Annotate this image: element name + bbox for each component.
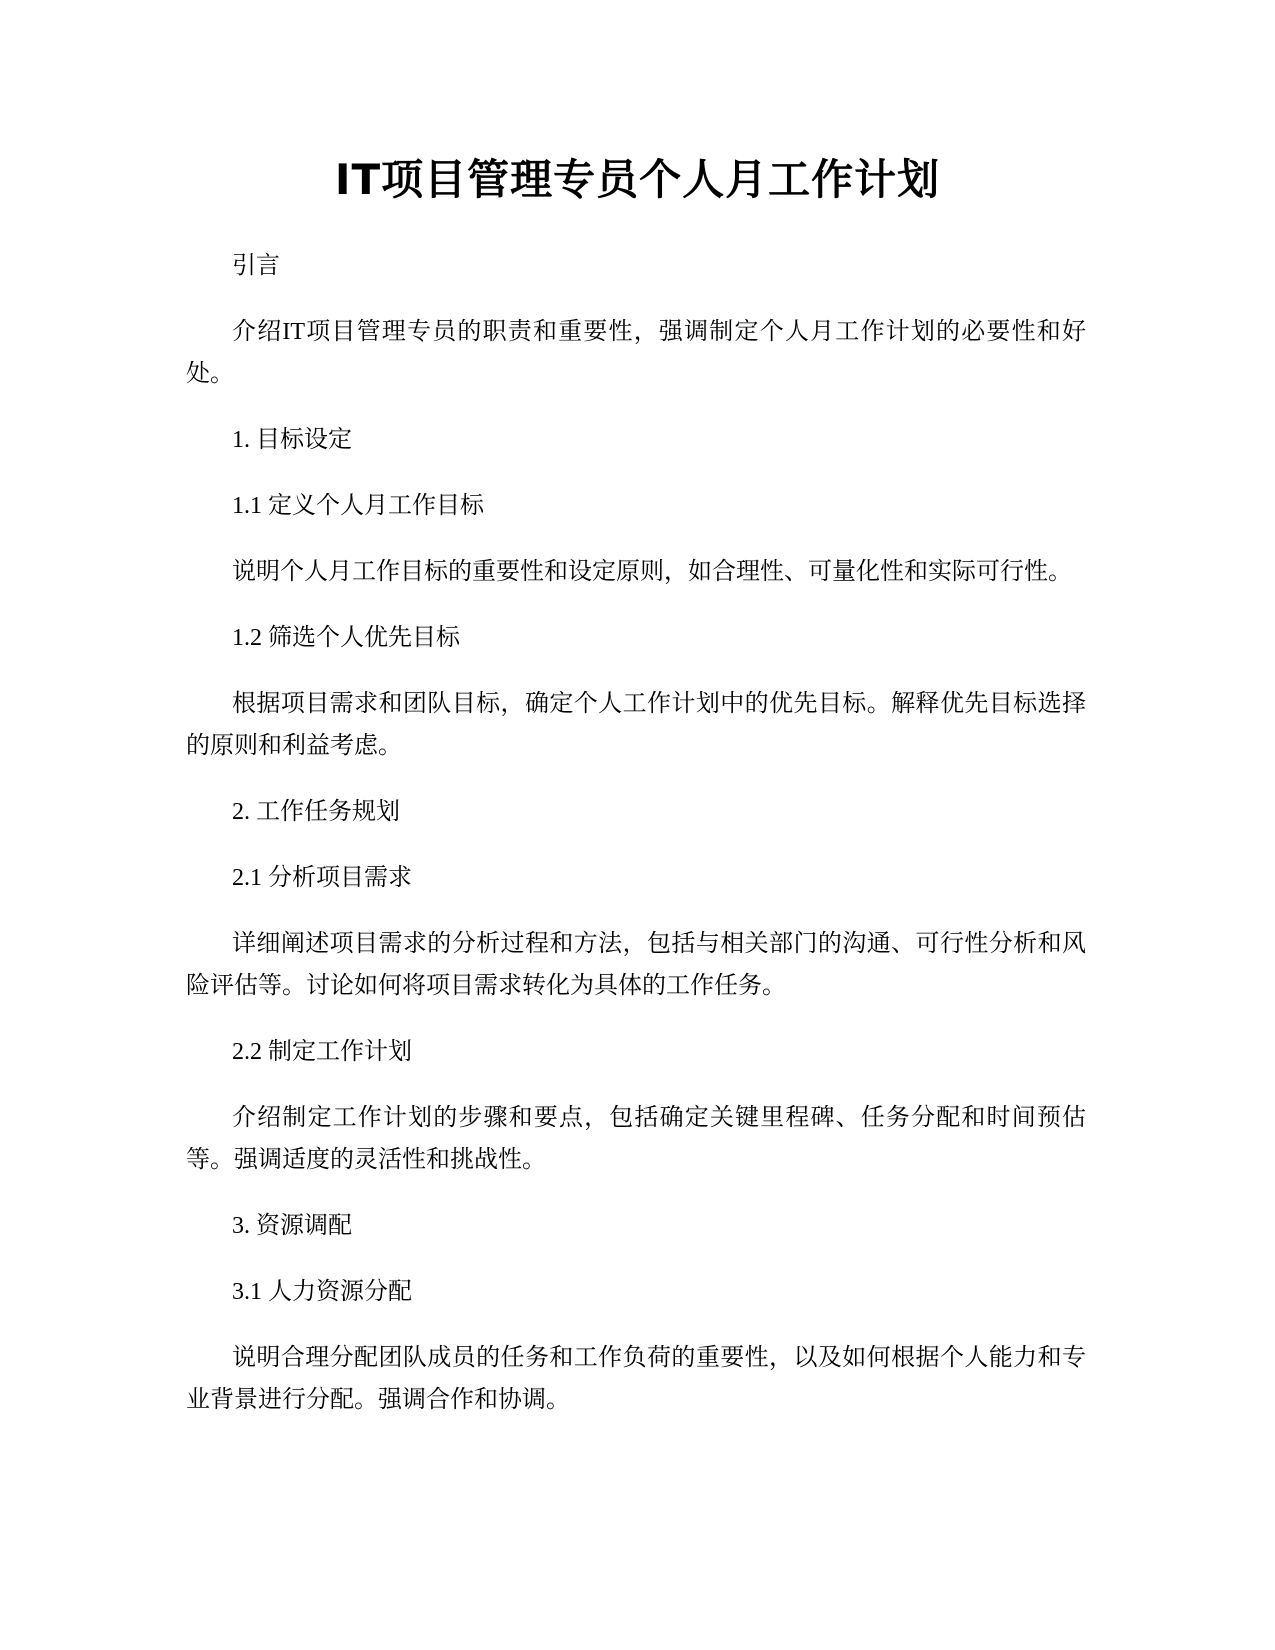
document-title: IT项目管理专员个人月工作计划 bbox=[334, 155, 941, 204]
section-heading-intro: 引言 bbox=[232, 253, 280, 279]
document-body bbox=[186, 245, 1086, 1445]
body-paragraph: 介绍IT项目管理专员的职责和重要性，强调制定个人月工作计划的必要性和好处。 bbox=[186, 319, 1086, 387]
subsection-heading-2-2: 2.2 制定工作计划 bbox=[232, 1039, 412, 1065]
body-paragraph: 根据项目需求和团队目标，确定个人工作计划中的优先目标。解释优先目标选择的原则和利益考虑。 bbox=[186, 691, 1086, 759]
section-heading-1: 1. 目标设定 bbox=[232, 427, 352, 453]
section-heading-2: 2. 工作任务规划 bbox=[232, 799, 400, 825]
subsection-heading-2-1: 2.1 分析项目需求 bbox=[232, 865, 412, 891]
subsection-heading-1-1: 1.1 定义个人月工作目标 bbox=[232, 493, 484, 519]
subsection-heading-1-2: 1.2 筛选个人优先目标 bbox=[232, 625, 460, 651]
section-heading-3: 3. 资源调配 bbox=[232, 1213, 352, 1239]
body-paragraph: 介绍制定工作计划的步骤和要点，包括确定关键里程碑、任务分配和时间预估等。强调适度的灵活性和挑战性。 bbox=[186, 1105, 1086, 1173]
body-paragraph: 说明个人月工作目标的重要性和设定原则，如合理性、可量化性和实际可行性。 bbox=[232, 559, 1072, 585]
body-paragraph: 详细阐述项目需求的分析过程和方法，包括与相关部门的沟通、可行性分析和风险评估等。讨论如何将项目需求转化为具体的工作任务。 bbox=[186, 931, 1086, 999]
subsection-heading-3-1: 3.1 人力资源分配 bbox=[232, 1279, 412, 1305]
body-paragraph: 说明合理分配团队成员的任务和工作负荷的重要性，以及如何根据个人能力和专业背景进行分配。强调合作和协调。 bbox=[186, 1345, 1086, 1413]
